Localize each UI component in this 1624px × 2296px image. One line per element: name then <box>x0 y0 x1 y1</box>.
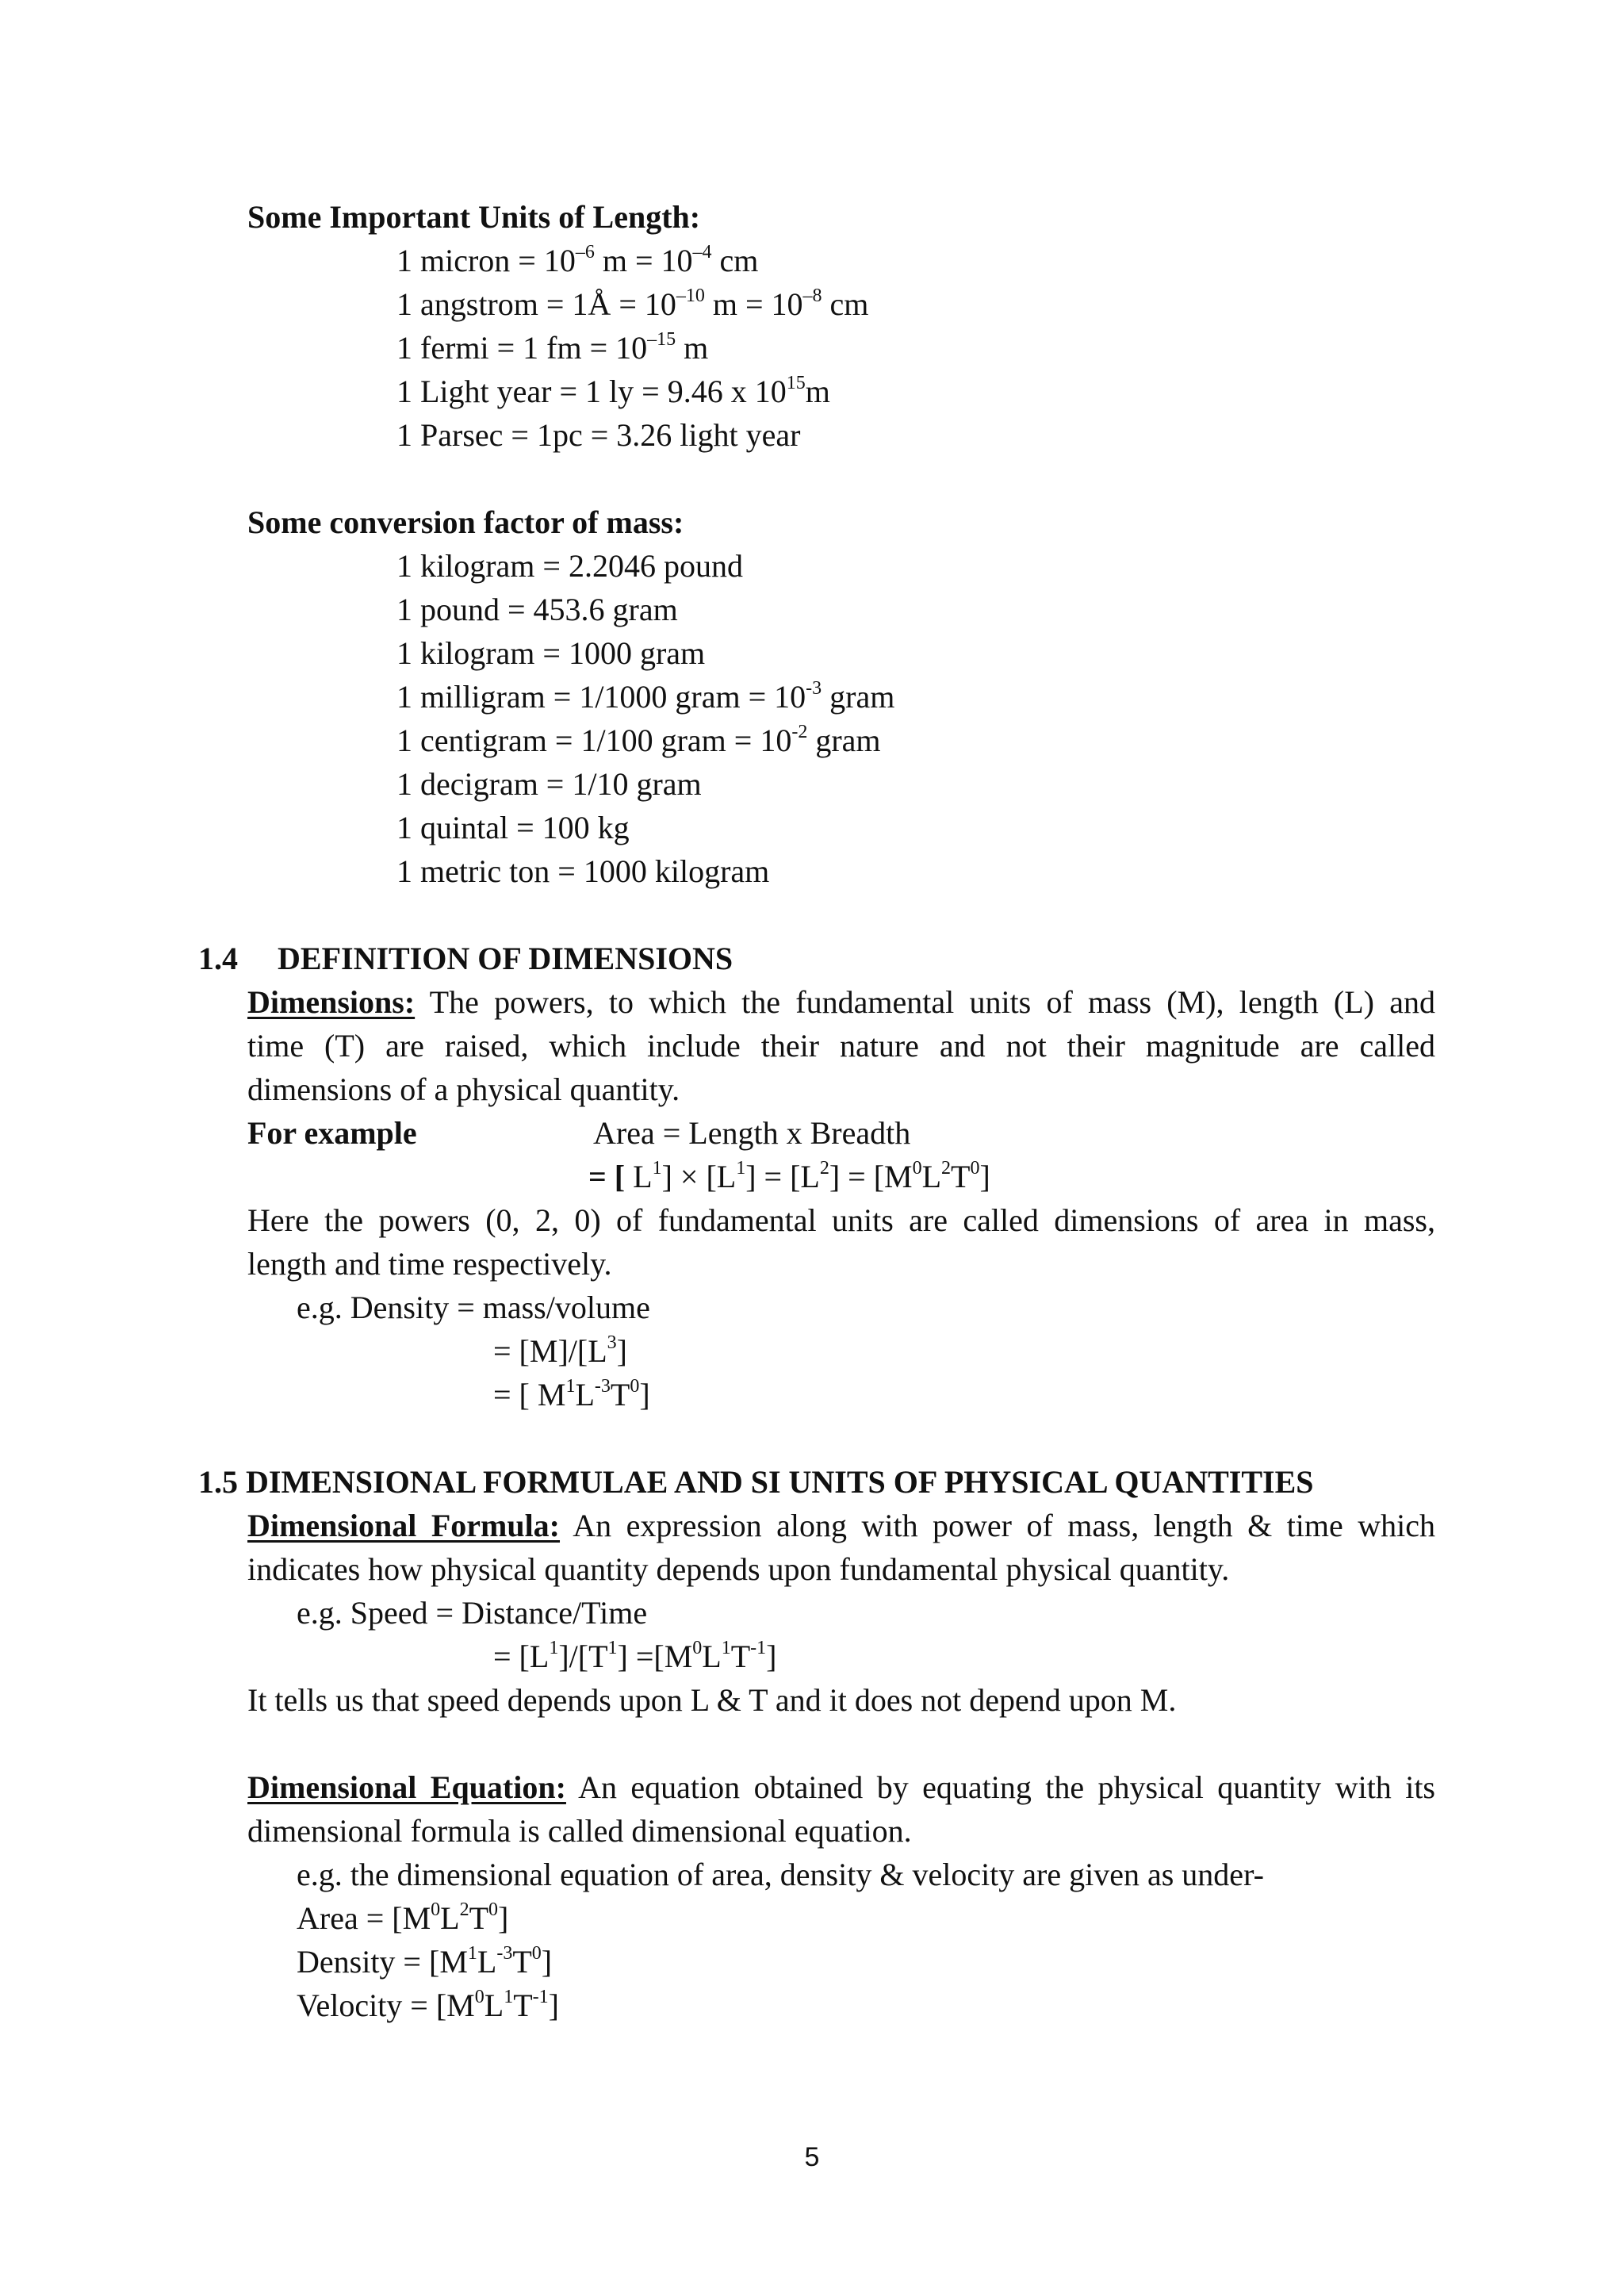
page-number: 5 <box>804 2142 820 2172</box>
dimensional-formula-line-2: indicates how physical quantity depends upon fundamental physical quantity. <box>247 1551 1230 1587</box>
speed-note: It tells us that speed depends upon L & T and it does not depend upon M. <box>247 1682 1177 1718</box>
area-dimensional-equation: Area = $[M^0L^2T^0]$ <box>297 1899 509 1936</box>
centigram-line: 1 centigram = 1/100 gram = $10^{-2}$ gram <box>396 722 881 758</box>
dimensions-definition-line-3: dimensions of a physical quantity. <box>247 1071 680 1107</box>
density-step-1: = $[M]/[L^3]$ <box>493 1332 627 1369</box>
length-units-heading: Some Important Units of Length: <box>247 199 701 235</box>
dimensions-definition-line-2: time (T) are raised, which include their nature and not their magnitude are called <box>247 1028 1435 1064</box>
metric-ton-line: 1 metric ton = 1000 kilogram <box>396 853 770 889</box>
milligram-line: 1 milligram = 1/1000 gram = $10^{-3}$ gram <box>396 678 895 715</box>
dimensional-formula-term: Dimensional Formula: <box>247 1508 561 1543</box>
dimensional-equation-example-intro: e.g. the dimensional equation of area, density & velocity are given as under- <box>297 1857 1264 1892</box>
area-dimension-line: = [ $L^1] \times [L^1] = [L^2] = [M^0L^2T^0]$ <box>588 1158 990 1194</box>
angstrom-line: 1 angstrom = 1Å = $10^{-10}$ $m = 10^{-8}$ cm <box>396 286 869 322</box>
dimensions-term: Dimensions: <box>247 984 416 1020</box>
velocity-dimensional-equation: Velocity = $[M^0L^1T^{-1}]$ <box>297 1987 559 2023</box>
dimensional-equation-line-2: dimensional formula is called dimensional equation. <box>247 1813 912 1849</box>
mass-conversion-heading: Some conversion factor of mass: <box>247 504 684 540</box>
density-dimensional-equation: Density = $[M^1L^{-3}T^0]$ <box>297 1943 553 1980</box>
micron-line: 1 micron = $10^{-6}$ $m = 10^{-4}$ cm <box>396 242 759 278</box>
kilogram-gram-line: 1 kilogram = 1000 gram <box>396 635 706 671</box>
quintal-line: 1 quintal = 100 kg <box>396 810 630 845</box>
decigram-line: 1 decigram = 1/10 gram <box>396 766 702 802</box>
area-equation: Area = Length x Breadth <box>593 1115 911 1151</box>
density-step-2: = [ $M^1L^{-3}T^0$] <box>493 1376 650 1412</box>
section-1-5-title: 1.5 DIMENSIONAL FORMULAE AND SI UNITS OF PHYSICAL QUANTITIES <box>198 1464 1314 1500</box>
section-1-4-number: 1.4 <box>198 941 238 976</box>
fermi-line: 1 fermi = 1 fm = $10^{-15}$ m <box>396 329 709 366</box>
dimensional-equation-term: Dimensional Equation: <box>247 1769 566 1805</box>
dimensional-equation-line-1: Dimensional Equation: An equation obtained by equating the physical quantity with its <box>247 1769 1436 1805</box>
area-powers-explanation-line-1: Here the powers (0, 2, 0) of fundamental units are called dimensions of area in mass, <box>247 1202 1435 1238</box>
parsec-line: 1 Parsec = 1pc = 3.26 light year <box>396 417 801 453</box>
pound-gram-line: 1 pound = 453.6 gram <box>396 592 678 627</box>
area-powers-explanation-line-2: length and time respectively. <box>247 1246 612 1282</box>
dimensions-definition-line-1: Dimensions: The powers, to which the fundamental units of mass (M), length (L) and <box>247 984 1435 1020</box>
kilogram-pound-line: 1 kilogram = 2.2046 pound <box>396 548 743 584</box>
light-year-line: 1 Light year = 1 ly = 9.46 x $10^{15}m$ <box>396 373 830 409</box>
speed-dimension-line: = $[L^1]/[T^1] =[M^0L^1T^{-1}]$ <box>493 1638 777 1674</box>
density-equation: e.g. Density = mass/volume <box>297 1290 650 1325</box>
speed-equation: e.g. Speed = Distance/Time <box>297 1595 648 1631</box>
for-example-label: For example <box>247 1115 417 1151</box>
section-1-4-title: DEFINITION OF DIMENSIONS <box>278 941 733 976</box>
dimensional-formula-line-1: Dimensional Formula: An expression along with power of mass, length & time which <box>247 1508 1435 1543</box>
